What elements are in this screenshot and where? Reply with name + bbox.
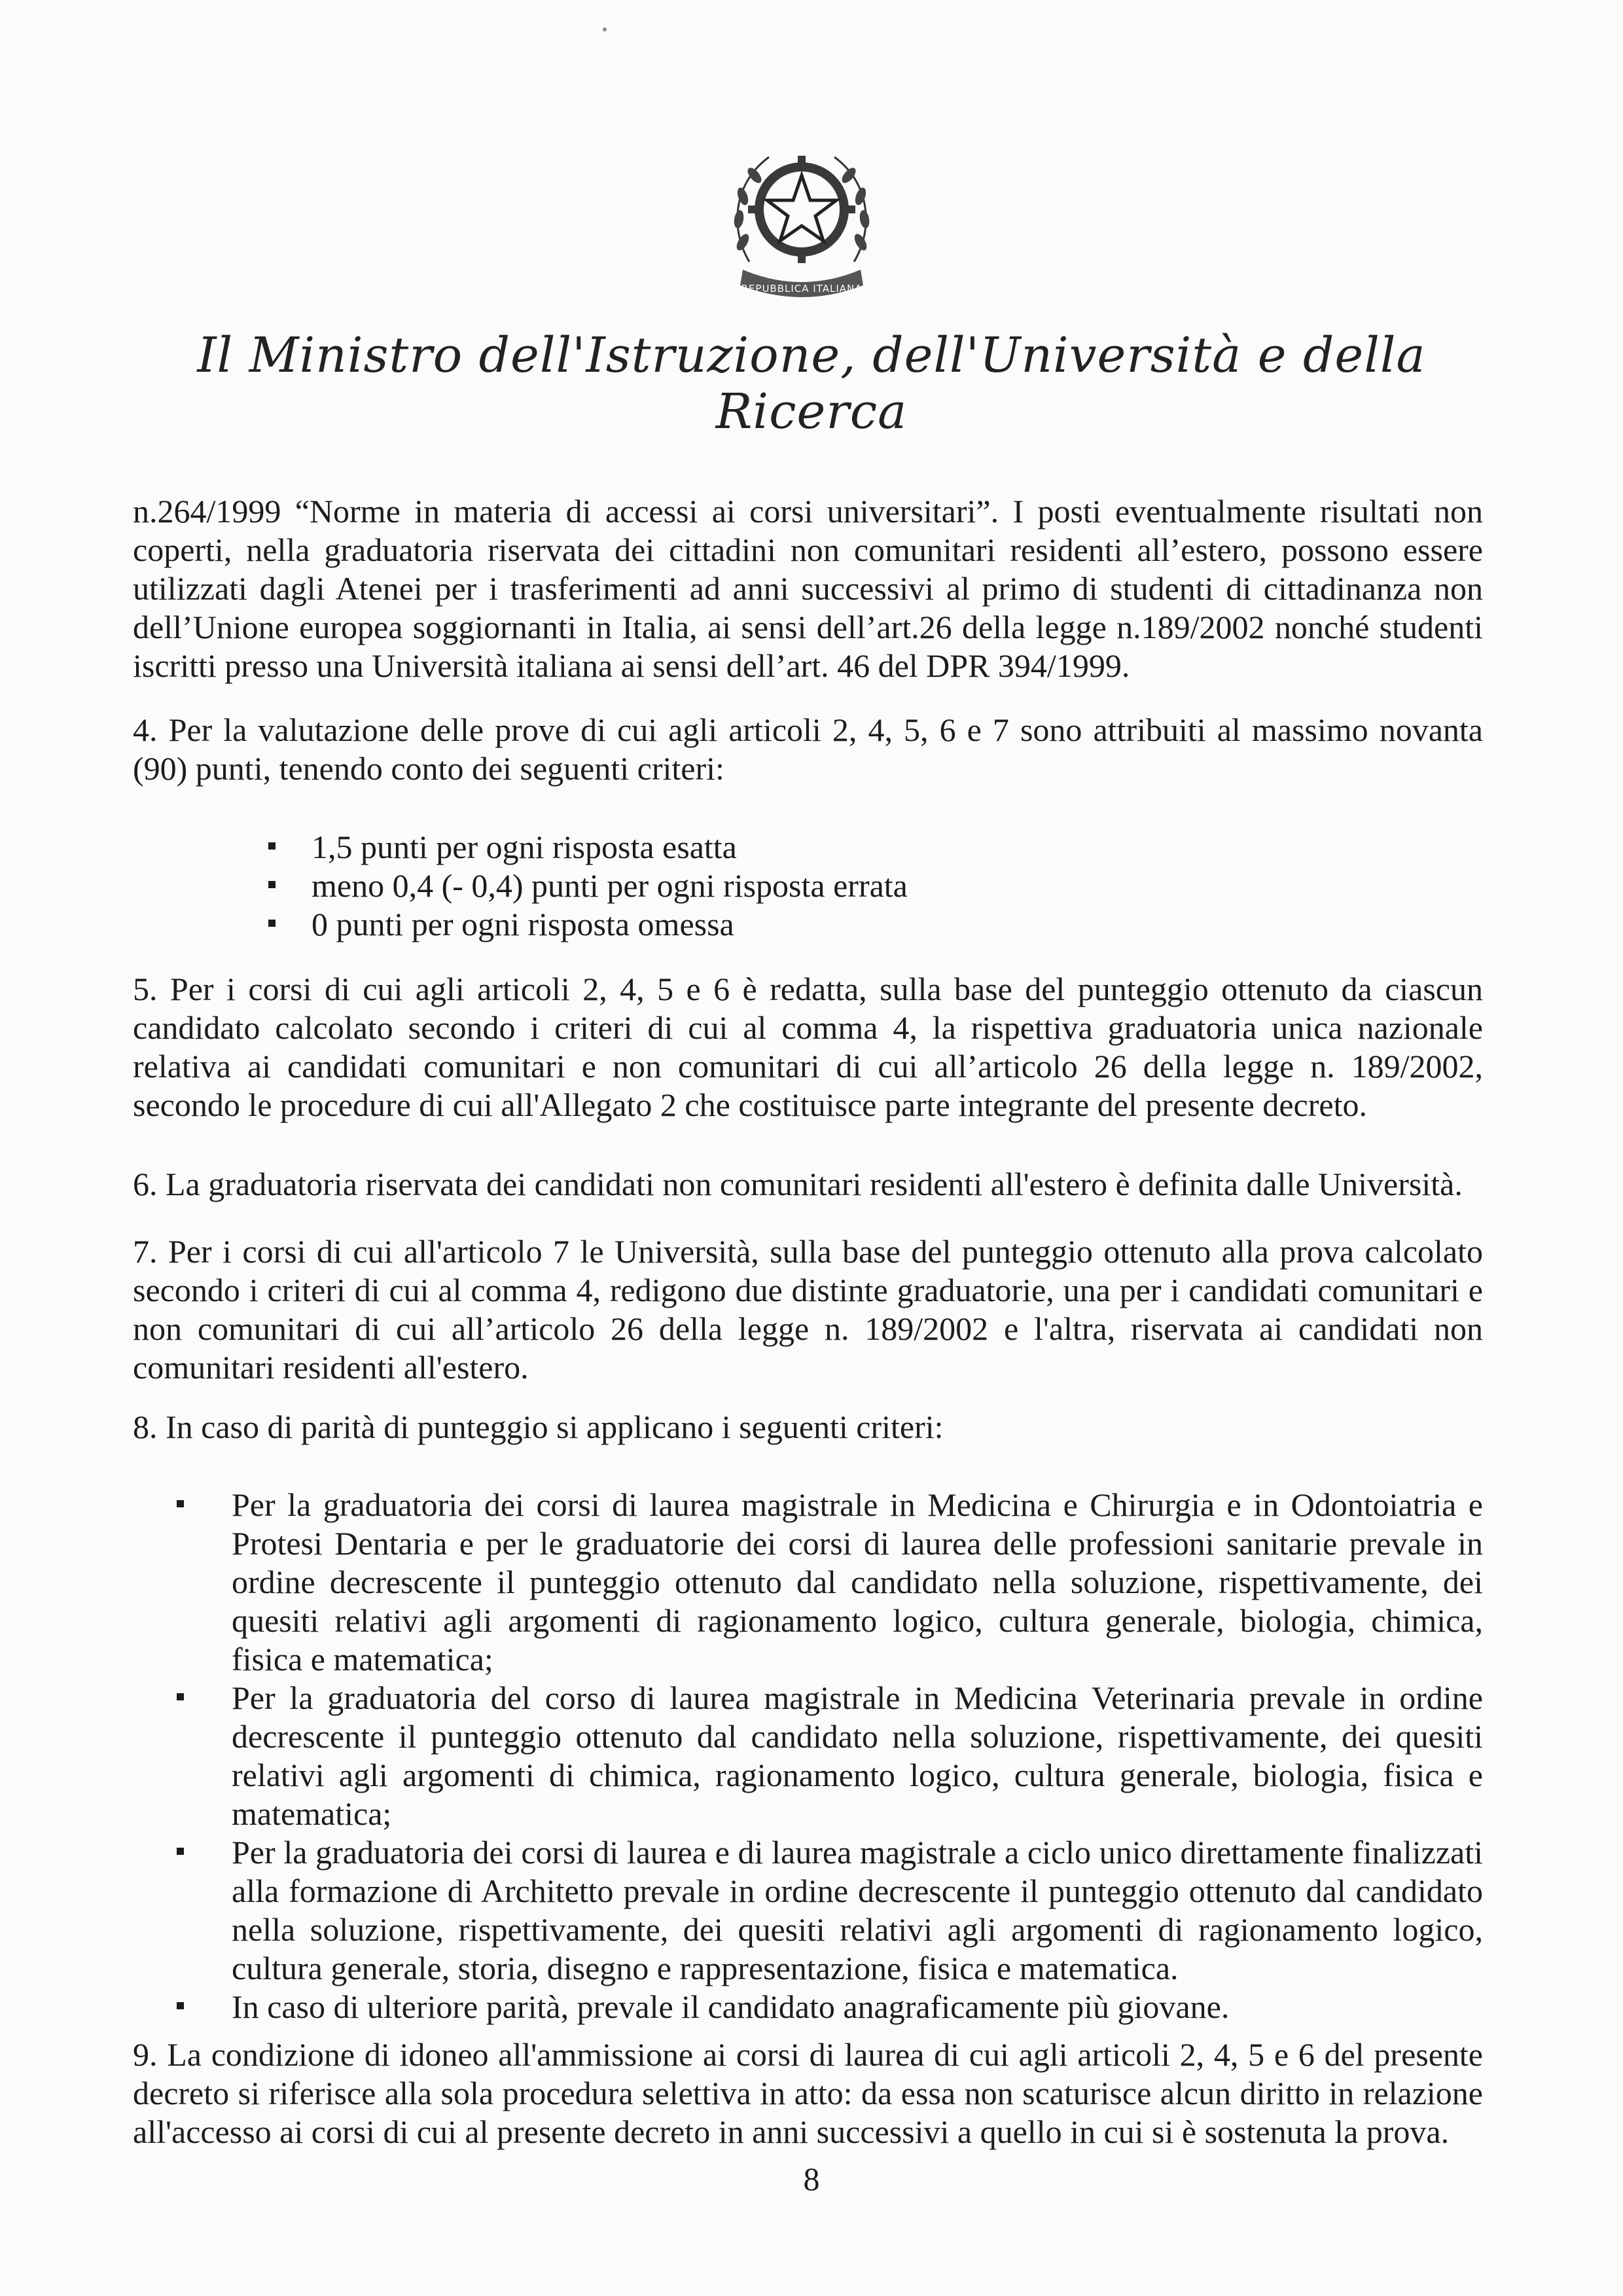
scoring-criteria-list	[268, 828, 1315, 944]
paragraph-5: 5. Per i corsi di cui agli articoli 2, 4, 5 e 6 è redatta, sulla base del punteggio ottenuto da ciascun candidato calcolato secondo i criteri di cui al comma 4, la rispettiva graduatoria unica nazionale relativa ai candidati comunitari e non comunitari di cui all’articolo 26 della legge n. 189/2002, secondo le procedure di cui all'Allegato 2 che costituisce parte integrante del presente decreto.	[133, 971, 1483, 1123]
list-item	[177, 1679, 1483, 1833]
list-item	[177, 1486, 1483, 1679]
ministry-title: Il Ministro dell'Istruzione, dell'Università e della Ricerca	[197, 327, 1426, 440]
list-item-text: 0 punti per ogni risposta omessa	[312, 906, 734, 942]
paragraph-6-container	[133, 1165, 1483, 1204]
paragraph-5-container	[133, 970, 1483, 1124]
paragraph-4: 4. Per la valutazione delle prove di cui agli articoli 2, 4, 5, 6 e 7 sono attribuiti al massimo novanta (90) punti, tenendo conto dei seguenti criteri:	[133, 711, 1483, 787]
bullet-icon	[177, 1693, 184, 1700]
list-item-text: In caso di ulteriore parità, prevale il candidato anagraficamente più giovane.	[232, 1988, 1230, 2025]
list-item	[268, 867, 1315, 905]
bullet-icon	[268, 881, 276, 888]
bullet-icon	[177, 1848, 184, 1855]
list-item	[177, 1833, 1483, 1988]
tie-break-criteria-list	[177, 1486, 1483, 2026]
paragraph-8-container	[133, 1408, 1483, 1446]
list-item-text: 1,5 punti per ogni risposta esatta	[312, 829, 737, 865]
list-item	[268, 828, 1315, 867]
paragraph-intro-container	[133, 492, 1483, 685]
paragraph-7-container	[133, 1232, 1483, 1387]
italian-republic-emblem-icon	[723, 131, 880, 308]
paragraph-8: 8. In caso di parità di punteggio si applicano i seguenti criteri:	[133, 1408, 944, 1445]
paragraph-6: 6. La graduatoria riservata dei candidati non comunitari residenti all'estero è definita dalle Università.	[133, 1166, 1463, 1202]
list-item	[268, 905, 1315, 944]
list-item	[177, 1988, 1483, 2026]
bullet-icon	[268, 920, 276, 927]
bullet-icon	[268, 842, 276, 850]
page-number: 8	[803, 2161, 820, 2197]
list-item-text: Per la graduatoria dei corsi di laurea magistrale in Medicina e Chirurgia e in Odontoiatria e Protesi Dentaria e per le graduatorie dei corsi di laurea delle professioni sanitarie prevale in ordine decrescente il punteggio ottenuto dal candidato nella soluzione, rispettivamente, dei quesiti relativi agli argomenti di ragionamento logico, cultura generale, biologia, chimica, fisica e matematica;	[232, 1486, 1483, 1677]
bullet-icon	[177, 2002, 184, 2009]
list-item-text: meno 0,4 (- 0,4) punti per ogni risposta errata	[312, 867, 908, 904]
paragraph-intro: n.264/1999 “Norme in materia di accessi ai corsi universitari”. I posti eventualmente risultati non coperti, nella graduatoria riservata dei cittadini non comunitari residenti all’estero, possono essere utilizzati dagli Atenei per i trasferimenti ad anni successivi al primo di studenti di cittadinanza non dell’Unione europea soggiornanti in Italia, ai sensi dell’art.26 della legge n.189/2002 nonché studenti iscritti presso una Università italiana ai sensi dell’art. 46 del DPR 394/1999.	[133, 493, 1483, 684]
paragraph-4-container	[133, 711, 1483, 788]
emblem-ribbon-text: REPUBBLICA ITALIANA	[741, 283, 863, 295]
paragraph-7: 7. Per i corsi di cui all'articolo 7 le Università, sulla base del punteggio ottenuto alla prova calcolato secondo i criteri di cui al comma 4, redigono due distinte graduatorie, una per i candidati comunitari e non comunitari di cui all’articolo 26 della legge n. 189/2002 e l'altra, riservata ai candidati non comunitari residenti all'estero.	[133, 1233, 1483, 1386]
paragraph-9-container	[133, 2036, 1483, 2151]
paragraph-9: 9. La condizione di idoneo all'ammissione ai corsi di laurea di cui agli articoli 2, 4, 5 e 6 del presente decreto si riferisce alla sola procedura selettiva in atto: da essa non scaturisce alcun diritto in relazione all'accesso ai corsi di cui al presente decreto in anni successivi a quello in cui si è sostenuta la prova.	[133, 2036, 1483, 2150]
list-item-text: Per la graduatoria dei corsi di laurea e di laurea magistrale a ciclo unico direttamente finalizzati alla formazione di Architetto prevale in ordine decrescente il punteggio ottenuto dal candidato nella soluzione, rispettivamente, dei quesiti relativi agli argomenti di ragionamento logico, cultura generale, storia, disegno e rappresentazione, fisica e matematica.	[232, 1834, 1483, 1986]
scan-speck	[603, 27, 607, 31]
bullet-icon	[177, 1500, 184, 1507]
list-item-text: Per la graduatoria del corso di laurea magistrale in Medicina Veterinaria prevale in ordine decrescente il punteggio ottenuto dal candidato nella soluzione, rispettivamente, dei quesiti relativi agli argomenti di chimica, ragionamento logico, cultura generale, biologia, fisica e matematica;	[232, 1679, 1483, 1832]
